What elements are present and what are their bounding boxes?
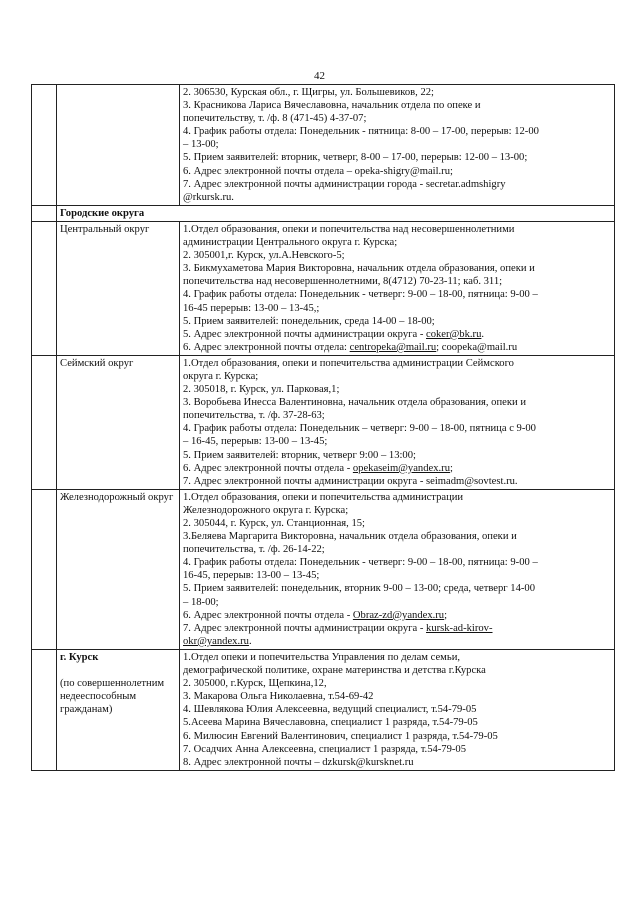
detail-line: попечительства над несовершеннолетними, 8(4712) 70-23-11; каб. 311;: [183, 276, 503, 288]
email-link[interactable]: opekaseim@yandex.ru: [352, 462, 450, 474]
email-link[interactable]: okr@yandex.ru: [183, 635, 249, 647]
email-label: 7. Адрес электронной почты администрации округа -: [183, 622, 427, 634]
detail-line: 3. Макарова Ольга Николаевна, т.54-69-42: [183, 691, 374, 703]
index-cell: [32, 489, 57, 649]
detail-line: попечительства, т. /ф. 26-14-22;: [183, 544, 325, 556]
email-line: 7. Адрес электронной почты администрации округа - seimadm@sovtest.ru.: [183, 475, 518, 487]
index-cell: [32, 649, 57, 770]
detail-line: администрации Центрального округа г. Курска;: [183, 237, 398, 249]
detail-line: 1.Отдел опеки и попечительства Управления по делам семьи,: [183, 651, 461, 663]
detail-line: округа г. Курска;: [183, 370, 259, 382]
detail-line: попечительству, т. /ф. 8 (471-45) 4-37-07;: [183, 113, 367, 125]
details-cell: [180, 649, 615, 770]
contacts-table: [31, 84, 615, 771]
detail-line: 5.Асеева Марина Вячеславовна, специалист 1 разряда, т.54-79-05: [183, 717, 478, 729]
email-link[interactable]: coker@bk.ru: [426, 328, 482, 340]
details-cell: [180, 85, 615, 206]
email-suffix: ; coopeka@mail.ru: [436, 341, 518, 353]
detail-line: 2. 305000, г.Курск, Щепкина,12,: [183, 678, 327, 690]
email-label: 6. Адрес электронной почты отдела -: [183, 609, 353, 621]
detail-line: 5. Прием заявителей: понедельник, среда 14-00 – 18-00;: [183, 315, 435, 327]
email-suffix: ;: [450, 462, 453, 474]
email-link[interactable]: kursk-ad-kirov-: [426, 622, 493, 634]
detail-line: 6. Адрес электронной почты отдела – opeka-shigry@mail.ru;: [183, 165, 453, 177]
detail-line: демографической политике, охране материнства и детства г.Курска: [183, 665, 486, 677]
detail-line: 3. Воробьева Инесса Валентиновна, начальник отдела образования, опеки и: [183, 397, 526, 409]
detail-line: 7. Адрес электронной почты администрации города - secretar.admshigry: [183, 178, 506, 190]
detail-line: – 13-00;: [183, 139, 219, 151]
detail-line: 2. 305001,г. Курск, ул.А.Невского-5;: [183, 250, 345, 262]
details-cell: [180, 221, 615, 355]
section-header-row: [32, 205, 615, 221]
detail-line: 16-45 перерыв: 13-00 – 13-45,;: [183, 302, 320, 314]
detail-line: – 18-00;: [183, 596, 219, 608]
details-cell: [180, 355, 615, 489]
detail-line: 3. Красникова Лариса Вячеславовна, начальник отдела по опеке и: [183, 100, 481, 112]
table-row: [32, 85, 615, 206]
detail-line: 5. Прием заявителей: понедельник, вторник 9-00 – 13-00; среда, четверг 14-00: [183, 583, 535, 595]
table-row: [32, 649, 615, 770]
email-suffix: .: [248, 635, 252, 647]
index-cell: [32, 221, 57, 355]
email-line: [183, 635, 611, 648]
page-number: 42: [314, 70, 325, 82]
detail-line: 8. Адрес электронной почты – dzkursk@kursknet.ru: [183, 756, 414, 768]
detail-line: 1.Отдел образования, опеки и попечительства над несовершеннолетними: [183, 223, 515, 235]
detail-line: 5. Прием заявителей: вторник, четверг, 8-00 – 17-00, перерыв: 12-00 – 13-00;: [183, 152, 528, 164]
index-cell: [32, 205, 57, 221]
detail-line: 2. 305044, г. Курск, ул. Станционная, 15;: [183, 518, 365, 529]
email-link[interactable]: Obraz-zd@yandex.ru: [352, 609, 445, 621]
district-name: [57, 649, 180, 770]
detail-line: @rkursk.ru.: [183, 191, 234, 203]
detail-line: 1.Отдел образования, опеки и попечительства администрации Сеймского: [183, 357, 514, 369]
district-title: г. Курск: [60, 651, 99, 663]
detail-line: 3.Беляева Маргарита Викторовна, начальник отдела образования, опеки и: [183, 531, 517, 543]
detail-line: 4. Шевлякова Юлия Алексеевна, ведущий специалист, т.54-79-05: [183, 704, 477, 716]
detail-line: 4. График работы отдела: Понедельник - пятница: 8-00 – 17-00, перерыв: 12-00: [183, 126, 539, 138]
detail-line: попечительства, т. /ф. 37-28-63;: [183, 410, 325, 422]
email-suffix: ;: [444, 609, 448, 621]
email-line: [183, 341, 611, 354]
detail-line: 4. График работы отдела: Понедельник - четверг: 9-00 – 18-00, пятница: 9-00 –: [183, 557, 538, 569]
detail-line: 5. Прием заявителей: вторник, четверг 9:00 – 13:00;: [183, 449, 416, 461]
email-line: [183, 622, 611, 635]
detail-line: 2. 305018, г. Курск, ул. Парковая,1;: [183, 384, 340, 396]
index-cell: [32, 85, 57, 206]
email-line: [183, 328, 611, 341]
email-label: 5. Адрес электронной почты администрации округа -: [183, 328, 427, 340]
email-line: [183, 609, 611, 622]
district-name: Центральный округ: [57, 221, 180, 355]
section-title: Городские округа: [60, 207, 145, 219]
details-cell: [180, 489, 615, 649]
email-label: 6. Адрес электронной почты отдела -: [183, 462, 353, 474]
district-cell: [57, 85, 180, 206]
detail-line: Железнодорожного округа г. Курска;: [183, 504, 349, 516]
email-label: 6. Адрес электронной почты отдела:: [183, 341, 350, 353]
section-header: [57, 205, 615, 221]
detail-line: 7. Осадчих Анна Алексеевна, специалист 1 разряда, т.54-79-05: [183, 743, 467, 755]
district-name: Железнодорожный округ: [57, 489, 180, 649]
detail-line: – 16-45, перерыв: 13-00 – 13-45;: [183, 436, 328, 448]
district-name: Сеймский округ: [57, 355, 180, 489]
district-note: (по совершеннолетним недееспособным гражданам): [60, 678, 165, 716]
detail-line: 3. Бикмухаметова Мария Викторовна, начальник отдела образования, опеки и: [183, 263, 535, 275]
detail-line: 4. График работы отдела: Понедельник – четверг: 9-00 – 18-00, пятница с 9-00: [183, 423, 536, 435]
detail-line: 6. Милюсин Евгений Валентинович, специалист 1 разряда, т.54-79-05: [183, 730, 498, 742]
email-link[interactable]: centropeka@mail.ru: [349, 341, 437, 353]
detail-line: 2. 306530, Курская обл., г. Щигры, ул. Большевиков, 22;: [183, 87, 435, 98]
detail-line: 16-45, перерыв: 13-00 – 13-45;: [183, 570, 320, 582]
detail-line: 1.Отдел образования, опеки и попечительства администрации: [183, 491, 464, 503]
table-row: [32, 489, 615, 649]
detail-line: 4. График работы отдела: Понедельник - четверг: 9-00 – 18-00, пятница: 9-00 –: [183, 289, 538, 301]
table-row: [32, 355, 615, 489]
email-line: [183, 462, 611, 475]
index-cell: [32, 355, 57, 489]
table-row: [32, 221, 615, 355]
email-suffix: .: [481, 328, 485, 340]
